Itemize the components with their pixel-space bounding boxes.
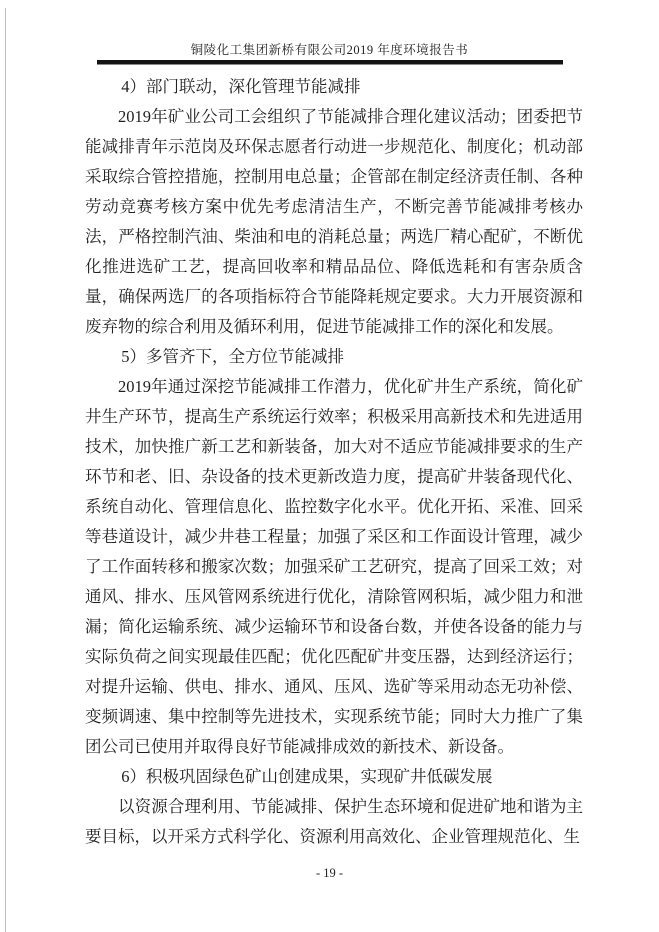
header-rule: [97, 60, 563, 65]
scan-page-edge: [5, 8, 6, 932]
section-heading: 5）多管齐下，全方位节能减排: [121, 347, 345, 366]
section-heading: 6）积极巩固绿色矿山创建成果，实现矿井低碳发展: [121, 767, 493, 786]
page-number: - 19 -: [315, 866, 344, 880]
document-body: [85, 72, 583, 852]
document-section: [85, 342, 583, 762]
section-paragraph: 2019年通过深挖节能减排工作潜力，优化矿井生产系统，简化矿井生产环节，提高生产系统运行效率；积极采用高新技术和先进适用技术，加快推广新工艺和新装备，加大对不适应节能减排要求的生产环节和老、旧、杂设备的技术更新改造力度，提高矿井装备现代化、系统自动化、管理信息化、监控数字化水平。优化开拓、采准、回采等巷道设计，减少井巷工程量；加强了采区和工作面设计管理，减少了工作面转移和搬家次数；加强采矿工艺研究，提高了回采工效；对通风、排水、压风管网系统进行优化，清除管网积垢，减少阻力和泄漏；简化运输系统、减少运输环节和设备台数，并使各设备的能力与实际负荷之间实现最佳匹配；优化匹配矿井变压器，达到经济运行；对提升运输、供电、排水、通风、压风、选矿等采用动态无功补偿、变频调速、集中控制等先进技术，实现系统节能；同时大力推广了集团公司已使用并取得良好节能减排成效的新技术、新设备。: [85, 377, 583, 756]
section-paragraph: 2019年矿业公司工会组织了节能减排合理化建议活动；团委把节能减排青年示范岗及环保志愿者行动进一步规范化、制度化；机动部采取综合管控措施，控制用电总量；企管部在制定经济责任制、各种劳动竞赛考核方案中优先考虑清洁生产，不断完善节能减排考核办法，严格控制汽油、柴油和电的消耗总量；两选厂精心配矿，不断优化推进选矿工艺，提高回收率和精品品位、降低选耗和有害杂质含量，确保两选厂的各项指标符合节能降耗规定要求。大力开展资源和废弃物的综合利用及循环利用，促进节能减排工作的深化和发展。: [85, 107, 583, 336]
document-section: [85, 762, 583, 852]
document-section: [85, 72, 583, 342]
section-paragraph: 以资源合理利用、节能减排、保护生态环境和促进矿地和谐为主要目标，以开采方式科学化、资源利用高效化、企业管理规范化、生: [85, 797, 583, 846]
page-header-title: 铜陵化工集团新桥有限公司2019 年度环境报告书: [190, 43, 469, 57]
section-heading: 4）部门联动，深化管理节能减排: [121, 77, 361, 96]
